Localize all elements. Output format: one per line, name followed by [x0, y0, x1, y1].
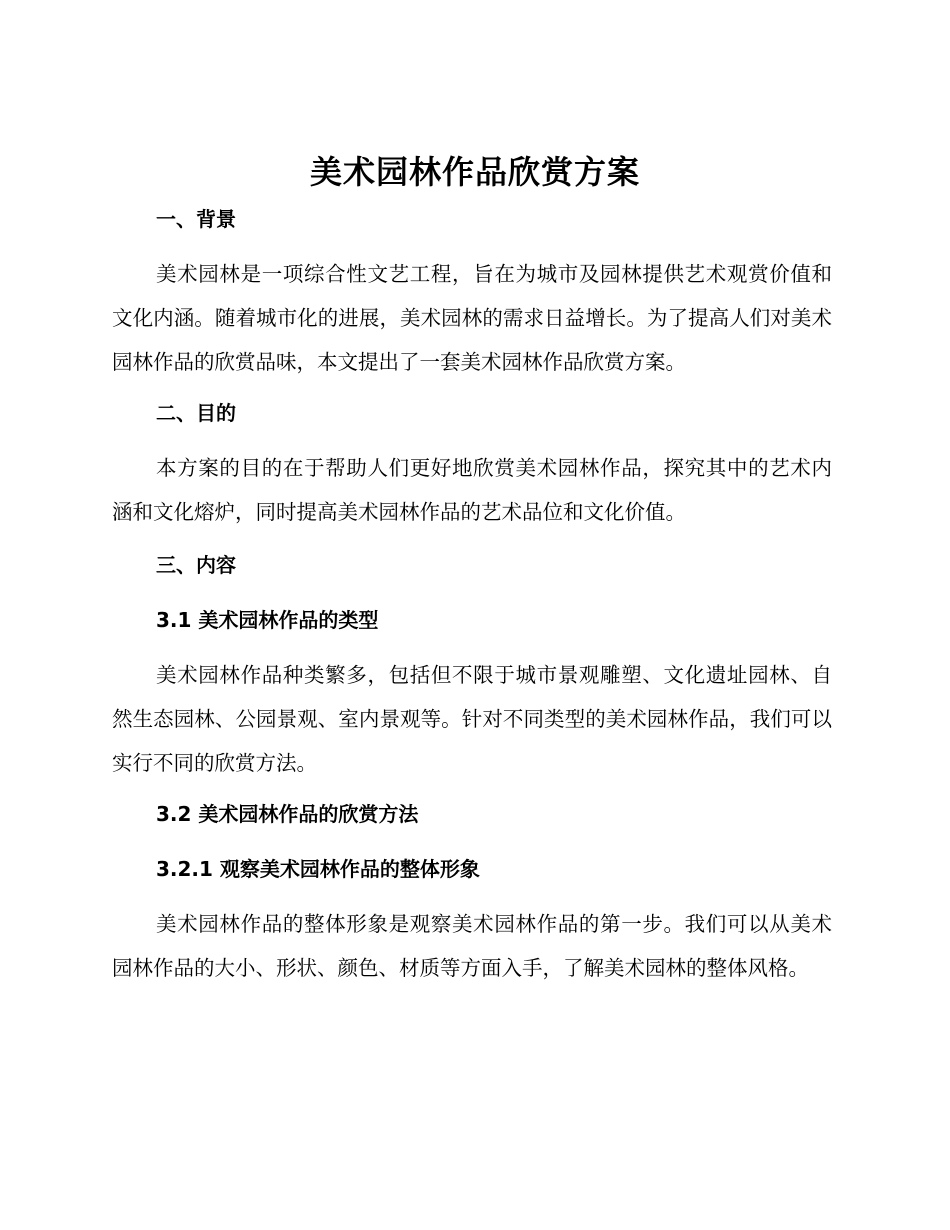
document-title: 美术园林作品欣赏方案	[309, 153, 640, 191]
section-heading-background: 一、背景	[156, 207, 236, 231]
paragraph-purpose: 本方案的目的在于帮助人们更好地欣赏美术园林作品，探究其中的艺术内涵和文化熔炉，同时提高美术园林作品的艺术品位和文化价值。	[112, 456, 832, 524]
subsection-heading-3-2-1: 3.2.1 观察美术园林作品的整体形象	[156, 857, 480, 881]
section-heading-content: 三、内容	[156, 553, 236, 577]
subsection-heading-3-2: 3.2 美术园林作品的欣赏方法	[156, 802, 419, 826]
paragraph-background: 美术园林是一项综合性文艺工程，旨在为城市及园林提供艺术观赏价值和文化内涵。随着城市化的进展，美术园林的需求日益增长。为了提高人们对美术园林作品的欣赏品味，本文提出了一套美术园林作品欣赏方案。	[112, 262, 832, 374]
paragraph-3-1: 美术园林作品种类繁多，包括但不限于城市景观雕塑、文化遗址园林、自然生态园林、公园景观、室内景观等。针对不同类型的美术园林作品，我们可以实行不同的欣赏方法。	[112, 663, 832, 775]
section-heading-purpose: 二、目的	[156, 401, 236, 425]
subsection-heading-3-1: 3.1 美术园林作品的类型	[156, 608, 379, 632]
paragraph-3-2-1: 美术园林作品的整体形象是观察美术园林作品的第一步。我们可以从美术园林作品的大小、形状、颜色、材质等方面入手，了解美术园林的整体风格。	[112, 912, 832, 980]
